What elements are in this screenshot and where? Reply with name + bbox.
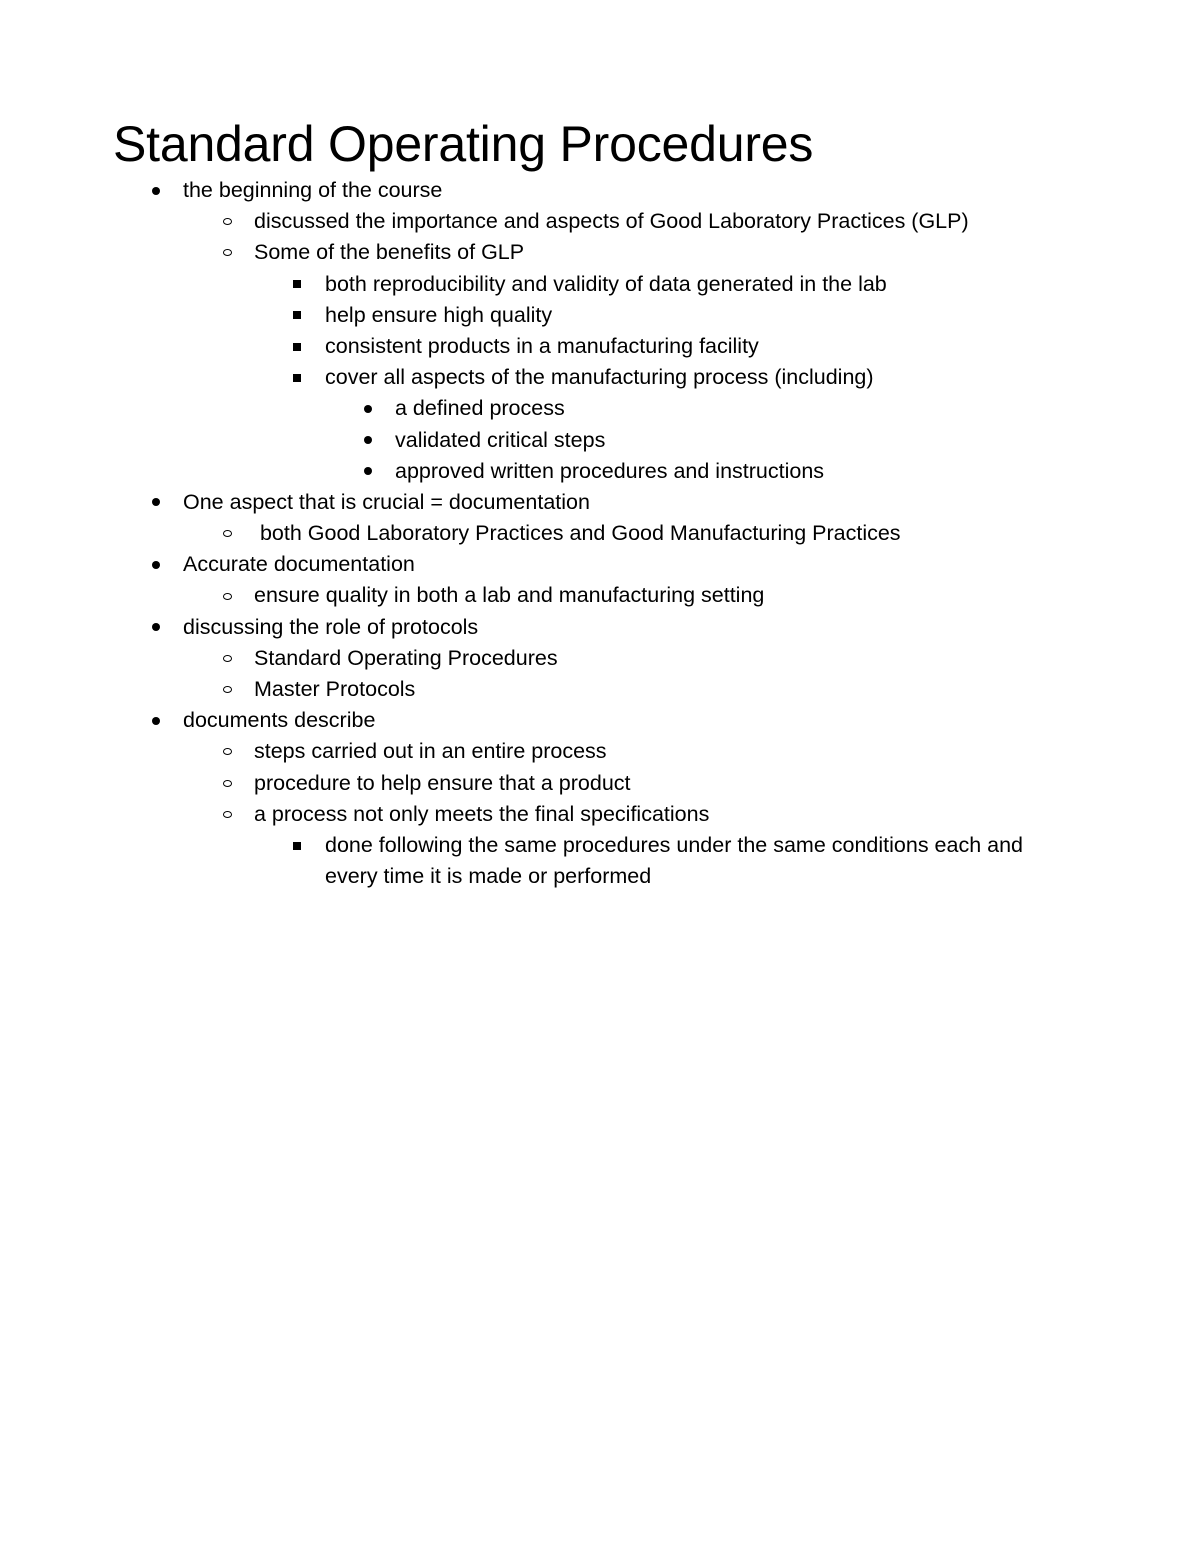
disc-bullet-icon [144,549,168,580]
square-bullet-icon [285,362,309,393]
list-item-text: approved written procedures and instructions [395,458,825,483]
list-item-text: both reproducibility and validity of data generated in the lab [325,271,887,296]
list-item [0,736,1200,767]
circle-bullet-icon [215,768,239,799]
list-item-text: cover all aspects of the manufacturing process (including) [325,365,874,390]
circle-bullet-icon [215,736,239,767]
square-bullet-icon [285,300,309,331]
list-item [0,175,1200,206]
list-item [0,425,1200,456]
list-item-text: procedure to help ensure that a product [254,770,631,795]
list-item-text: documents describe [183,708,376,733]
list-item-text: Some of the benefits of GLP [254,240,525,265]
list-item [0,300,1200,331]
list-item-text: a process not only meets the final specifications [254,801,710,826]
list-item [0,237,1200,268]
disc-bullet-icon [356,425,380,456]
list-item [0,331,1200,362]
disc-bullet-icon [144,487,168,518]
disc-bullet-icon [356,393,380,424]
list-item-text: Accurate documentation [183,552,415,577]
circle-bullet-icon [215,518,239,549]
list-item [0,705,1200,736]
square-bullet-icon [285,269,309,300]
list-item-text: One aspect that is crucial = documentation [183,489,590,514]
list-item [0,830,1200,892]
list-item-text: discussed the importance and aspects of Good Laboratory Practices (GLP) [254,209,969,234]
circle-bullet-icon [215,799,239,830]
list-item [0,799,1200,830]
list-item-text: done following the same procedures under the same conditions each and every time it is made or performed [325,832,1024,889]
bullet-outline [0,175,1200,892]
list-item-text: a defined process [395,396,565,421]
list-item-text: discussing the role of protocols [183,614,479,639]
list-item [0,549,1200,580]
list-item-text: steps carried out in an entire process [254,739,607,764]
circle-bullet-icon [215,580,239,611]
list-item [0,362,1200,393]
circle-bullet-icon [215,674,239,705]
disc-bullet-icon [356,456,380,487]
list-item-text: both Good Laboratory Practices and Good Manufacturing Practices [254,521,901,546]
list-item-text: Master Protocols [254,677,416,701]
square-bullet-icon [285,331,309,362]
list-item-text: ensure quality in both a lab and manufacturing setting [254,583,765,608]
circle-bullet-icon [215,237,239,268]
list-item [0,674,1200,705]
square-bullet-icon [285,830,309,861]
list-item [0,487,1200,518]
list-item [0,768,1200,799]
disc-bullet-icon [144,175,168,206]
list-item [0,580,1200,611]
list-item [0,269,1200,300]
list-item-text: consistent products in a manufacturing facility [325,333,759,358]
list-item [0,393,1200,424]
circle-bullet-icon [215,206,239,237]
list-item [0,643,1200,674]
list-item [0,206,1200,237]
disc-bullet-icon [144,705,168,736]
list-item-text: the beginning of the course [183,178,443,202]
list-item-text: Standard Operating Procedures [254,645,558,670]
list-item [0,456,1200,487]
page-title: Standard Operating Procedures [113,116,814,172]
circle-bullet-icon [215,643,239,674]
list-item-text: validated critical steps [395,427,606,452]
list-item [0,518,1200,549]
list-item-text: help ensure high quality [325,302,553,327]
list-item [0,612,1200,643]
disc-bullet-icon [144,612,168,643]
